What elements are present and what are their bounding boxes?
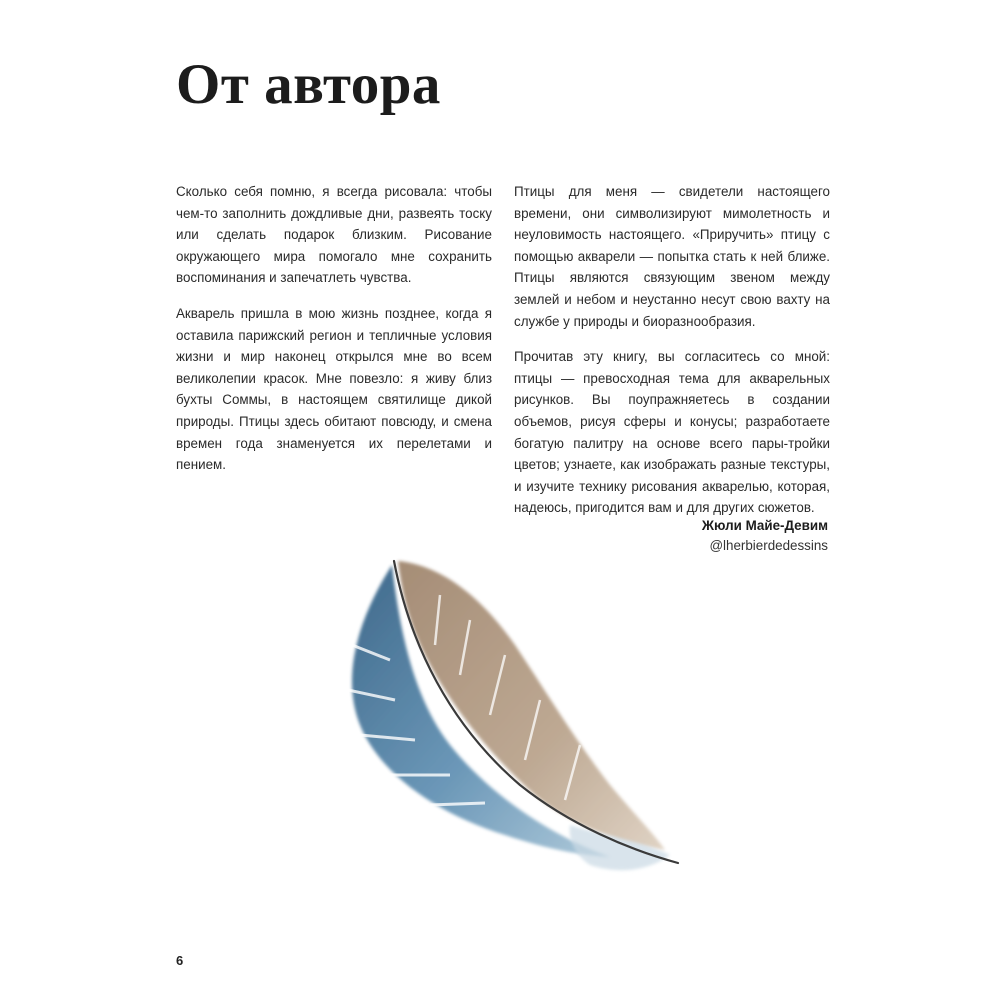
feather-icon: [320, 525, 700, 915]
paragraph: Сколько себя помню, я всегда рисовала: чтобы чем-то заполнить дождливые дни, развеять тоску или сделать подарок близким. Рисование окружающего мира помогало мне сохранить воспоминания и запечатлеть чувства.: [176, 184, 492, 286]
page-number: 6: [176, 953, 184, 968]
page-title: От автора: [176, 53, 441, 116]
author-name: Жюли Майе-Девим: [701, 518, 828, 533]
paragraph: Птицы для меня — свидетели настоящего времени, они символизируют мимолетность и неуловимость настоящего. «Приручить» птицу с помощью акварели — попытка стать к ней ближе. Птицы являются связующим звеном между землей и небом и неустанно несут свою вахту на службе у природы и биоразнообразия.: [514, 184, 830, 329]
right-column: [514, 181, 830, 533]
author-handle: @lherbierdedessins: [709, 538, 828, 553]
paragraph: Прочитав эту книгу, вы согласитесь со мной: птицы — превосходная тема для акварельных рисунков. Вы поупражняетесь в создании объемов, рисуя сферы и конусы; разработаете богатую палитру на основе всего пары-тройки цветов; узнаете, как изображать разные текстуры, и изучите технику рисования акварелью, которая, надеюсь, пригодится вам и для других сюжетов.: [514, 349, 830, 516]
author-signature: [702, 516, 828, 556]
paragraph: Акварель пришла в мою жизнь позднее, когда я оставила парижский регион и тепличные условия жизни и мир наконец открылся мне во всем великолепии красок. Мне повезло: я живу близ бухты Соммы, в настоящем святилище дикой природы. Птицы здесь обитают повсюду, и смена времен года знаменуется их перелетами и пением.: [176, 305, 492, 473]
left-column: [176, 181, 492, 490]
